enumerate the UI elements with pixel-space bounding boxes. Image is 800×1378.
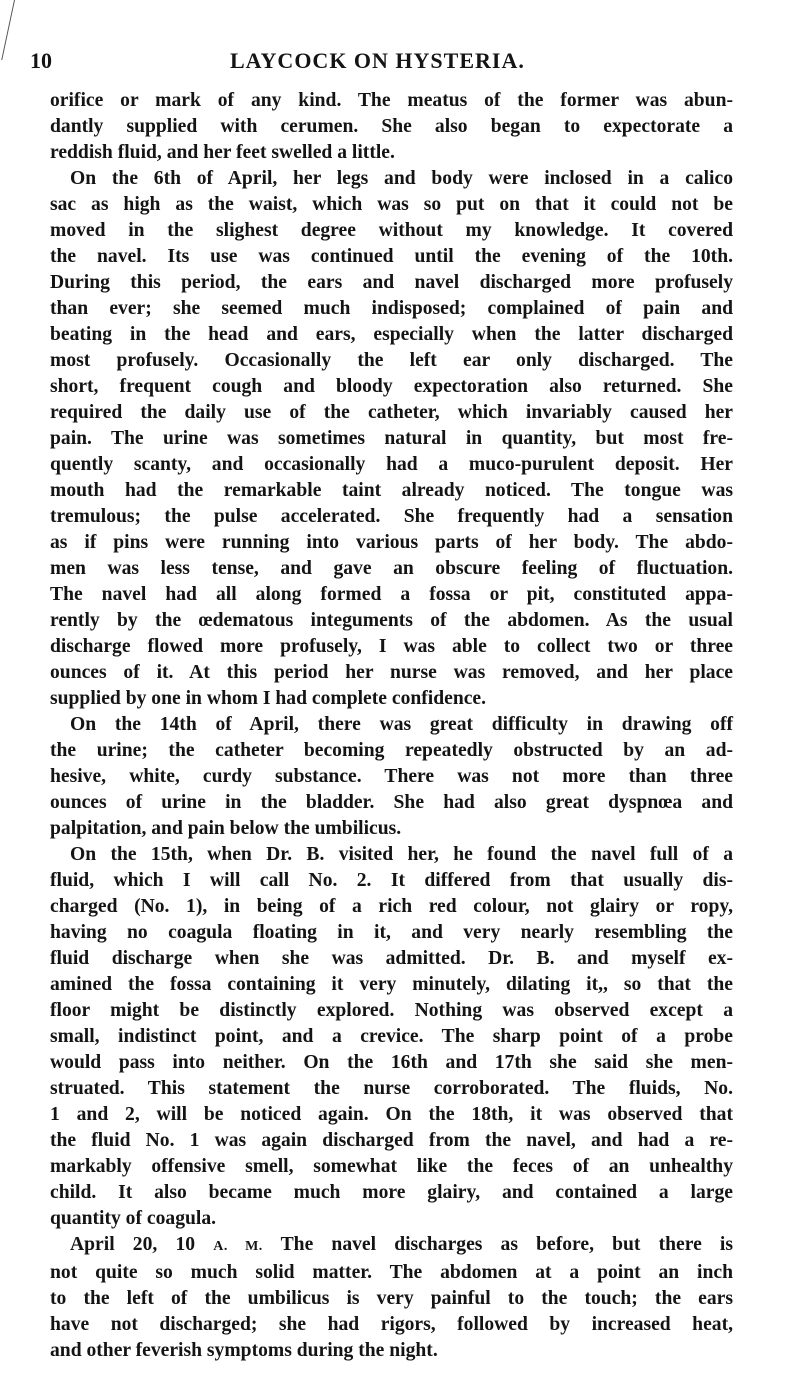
text-line: as if pins were running into various parts of her body. The abdo- <box>50 532 733 553</box>
text-line: and other feverish symptoms during the night. <box>50 1340 438 1361</box>
text-line: than ever; she seemed much indisposed; complained of pain and <box>50 298 733 319</box>
text-line: sac as high as the waist, which was so put on that it could not be <box>50 194 733 215</box>
text-line: On the 14th of April, there was great difficulty in drawing off <box>70 714 733 735</box>
text-line: not quite so much solid matter. The abdomen at a point an inch <box>50 1262 733 1283</box>
text-line: quently scanty, and occasionally had a muco-purulent deposit. Her <box>50 454 733 475</box>
text-line: have not discharged; she had rigors, followed by increased heat, <box>50 1314 733 1335</box>
text-line: supplied by one in whom I had complete confidence. <box>50 688 487 709</box>
page-number: 10 <box>30 48 52 73</box>
text-line: to the left of the umbilicus is very painful to the touch; the ears <box>50 1288 733 1309</box>
text-line: mouth had the remarkable taint already noticed. The tongue was <box>50 480 733 501</box>
text-line: fluid discharge when she was admitted. Dr. B. and myself ex- <box>50 948 733 969</box>
text-line: amined the fossa containing it very minutely, dilating it,, so that the <box>50 974 733 995</box>
text-line: most profusely. Occasionally the left ear only discharged. The <box>50 350 733 371</box>
text-line: tremulous; the pulse accelerated. She frequently had a sensation <box>50 506 733 527</box>
text-line: moved in the slighest degree without my knowledge. It covered <box>50 220 733 241</box>
text-line: reddish fluid, and her feet swelled a little. <box>50 142 395 163</box>
running-head: LAYCOCK ON HYSTERIA. <box>230 48 525 73</box>
text-line: small, indistinct point, and a crevice. The sharp point of a probe <box>50 1026 733 1047</box>
text-line: discharge flowed more profusely, I was able to collect two or three <box>50 636 733 657</box>
text-line: having no coagula floating in it, and very nearly resembling the <box>50 922 733 943</box>
text-line: markably offensive smell, somewhat like the feces of an unhealthy <box>50 1156 733 1177</box>
text-line: short, frequent cough and bloody expectoration also returned. She <box>50 376 733 397</box>
text-line: the fluid No. 1 was again discharged from the navel, and had a re- <box>50 1130 733 1151</box>
text-line: quantity of coagula. <box>50 1208 217 1229</box>
text-line: orifice or mark of any kind. The meatus of the former was abun- <box>50 90 733 111</box>
text-line: charged (No. 1), in being of a rich red colour, not glairy or ropy, <box>50 896 733 917</box>
text-line: child. It also became much more glairy, and contained a large <box>50 1182 733 1203</box>
text-line: hesive, white, curdy substance. There was not more than three <box>50 766 733 787</box>
text-line: ounces of urine in the bladder. She had also great dyspnœa and <box>50 792 733 813</box>
text-line: the urine; the catheter becoming repeatedly obstructed by an ad- <box>50 740 733 761</box>
text-line: would pass into neither. On the 16th and 17th she said she men- <box>50 1052 733 1073</box>
text-line: fluid, which I will call No. 2. It differed from that usually dis- <box>50 870 733 891</box>
text-line: required the daily use of the catheter, which invariably caused her <box>50 402 733 423</box>
text-line: pain. The urine was sometimes natural in quantity, but most fre- <box>50 428 733 449</box>
text-line: ounces of it. At this period her nurse was removed, and her place <box>50 662 733 683</box>
text-line: April 20, 10 A. M. The navel discharges as before, but there is <box>70 1234 734 1255</box>
text-line: 1 and 2, will be noticed again. On the 18th, it was observed that <box>50 1104 733 1125</box>
text-line: floor might be distinctly explored. Nothing was observed except a <box>50 1000 733 1021</box>
text-line: beating in the head and ears, especially when the latter discharged <box>50 324 733 345</box>
text-line: On the 15th, when Dr. B. visited her, he found the navel full of a <box>70 844 733 865</box>
body-text <box>50 88 733 1364</box>
text-line: struated. This statement the nurse corroborated. The fluids, No. <box>50 1078 733 1099</box>
text-line: dantly supplied with cerumen. She also began to expectorate a <box>50 116 733 137</box>
text-line: palpitation, and pain below the umbilicus. <box>50 818 402 839</box>
text-line: men was less tense, and gave an obscure feeling of fluctuation. <box>50 558 733 579</box>
text-line: rently by the œdematous integuments of the abdomen. As the usual <box>50 610 733 631</box>
text-line: The navel had all along formed a fossa or pit, constituted appa- <box>50 584 733 605</box>
page-edge-mark <box>0 0 15 60</box>
text-line: On the 6th of April, her legs and body were inclosed in a calico <box>70 168 733 189</box>
page-header <box>30 48 720 80</box>
text-line: During this period, the ears and navel discharged more profusely <box>50 272 733 293</box>
text-line: the navel. Its use was continued until the evening of the 10th. <box>50 246 733 267</box>
